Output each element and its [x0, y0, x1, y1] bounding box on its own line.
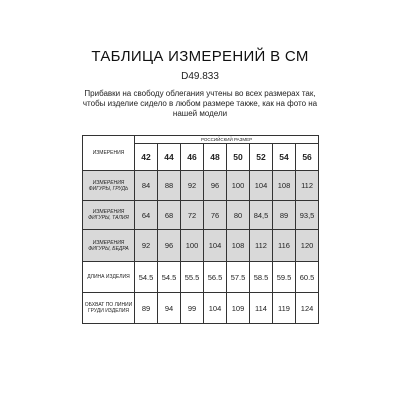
value-cell: 84,5 — [250, 201, 273, 230]
value-cell: 112 — [296, 171, 319, 201]
value-cell: 60.5 — [296, 262, 319, 293]
value-cell: 58.5 — [250, 262, 273, 293]
value-cell: 94 — [158, 293, 181, 324]
value-cell: 59.5 — [273, 262, 296, 293]
table-row — [83, 293, 319, 324]
size-cell: 42 — [135, 144, 158, 171]
size-cell: 48 — [204, 144, 227, 171]
header-label: ИЗМЕРЕНИЯ — [83, 136, 135, 171]
size-cell: 54 — [273, 144, 296, 171]
table-row — [83, 171, 319, 201]
size-group-label: РОССИЙСКИЙ РАЗМЕР — [135, 136, 319, 144]
size-table — [82, 135, 319, 324]
table-row — [83, 230, 319, 262]
value-cell: 104 — [204, 293, 227, 324]
value-cell: 108 — [227, 230, 250, 262]
value-cell: 80 — [227, 201, 250, 230]
value-cell: 64 — [135, 201, 158, 230]
value-cell: 57.5 — [227, 262, 250, 293]
value-cell: 89 — [273, 201, 296, 230]
value-cell: 92 — [135, 230, 158, 262]
fit-description: Прибавки на свободу облегания учтены во всех размерах так, чтобы изделие сидело в любом размере также, как на фото на нашей модели — [82, 89, 318, 118]
value-cell: 104 — [204, 230, 227, 262]
value-cell: 104 — [250, 171, 273, 201]
value-cell: 99 — [181, 293, 204, 324]
row-label: ИЗМЕРЕНИЯ ФИГУРЫ, БЕДРА — [83, 230, 135, 262]
size-cell: 44 — [158, 144, 181, 171]
table-row — [83, 201, 319, 230]
value-cell: 96 — [204, 171, 227, 201]
row-label: ДЛИНА ИЗДЕЛИЯ — [83, 262, 135, 293]
value-cell: 89 — [135, 293, 158, 324]
product-code: D49.833 — [181, 71, 219, 82]
table-row — [83, 262, 319, 293]
size-cell: 50 — [227, 144, 250, 171]
row-label: ИЗМЕРЕНИЯ ФИГУРЫ, ТАЛИЯ — [83, 201, 135, 230]
size-cell: 52 — [250, 144, 273, 171]
value-cell: 100 — [227, 171, 250, 201]
value-cell: 116 — [273, 230, 296, 262]
value-cell: 68 — [158, 201, 181, 230]
value-cell: 54.5 — [158, 262, 181, 293]
value-cell: 112 — [250, 230, 273, 262]
page-title: ТАБЛИЦА ИЗМЕРЕНИЙ В СМ — [91, 48, 309, 65]
value-cell: 92 — [181, 171, 204, 201]
value-cell: 76 — [204, 201, 227, 230]
size-cell: 46 — [181, 144, 204, 171]
header-row-group — [83, 136, 319, 144]
row-label: ИЗМЕРЕНИЯ ФИГУРЫ, ГРУДЬ — [83, 171, 135, 201]
value-cell: 56.5 — [204, 262, 227, 293]
value-cell: 114 — [250, 293, 273, 324]
value-cell: 124 — [296, 293, 319, 324]
row-label: ОБХВАТ ПО ЛИНИИ ГРУДИ ИЗДЕЛИЯ — [83, 293, 135, 324]
value-cell: 88 — [158, 171, 181, 201]
value-cell: 109 — [227, 293, 250, 324]
value-cell: 54.5 — [135, 262, 158, 293]
value-cell: 108 — [273, 171, 296, 201]
size-cell: 56 — [296, 144, 319, 171]
value-cell: 100 — [181, 230, 204, 262]
value-cell: 55.5 — [181, 262, 204, 293]
value-cell: 119 — [273, 293, 296, 324]
value-cell: 72 — [181, 201, 204, 230]
value-cell: 93,5 — [296, 201, 319, 230]
value-cell: 96 — [158, 230, 181, 262]
value-cell: 120 — [296, 230, 319, 262]
value-cell: 84 — [135, 171, 158, 201]
